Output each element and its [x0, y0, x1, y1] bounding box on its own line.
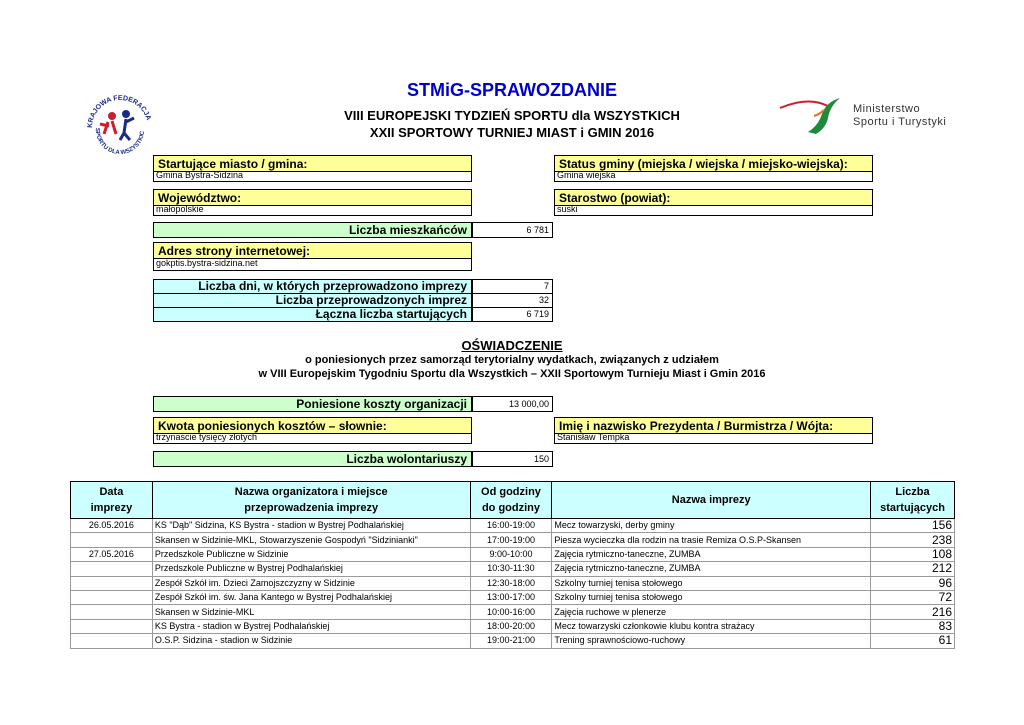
- cell-date: [71, 576, 153, 590]
- county-value: suski: [554, 204, 873, 216]
- cell-event: Zajęcia ruchowe w plenerze: [552, 605, 871, 619]
- cell-time: 17:00-19:00: [470, 533, 552, 547]
- cell-date: [71, 619, 153, 633]
- events-value: 32: [472, 293, 553, 308]
- cell-date: 27.05.2016: [71, 547, 153, 561]
- cell-event: Mecz towarzyski, derby gminy: [552, 519, 871, 533]
- cell-time: 10:00-16:00: [470, 605, 552, 619]
- table-row: [71, 562, 955, 576]
- cell-organizer: Skansen w Sidzinie-MKL: [152, 605, 470, 619]
- cell-event: Zajęcia rytmiczno-taneczne, ZUMBA: [552, 547, 871, 561]
- cell-time: 19:00-21:00: [470, 634, 552, 648]
- cell-organizer: Zespół Szkół im. Dzieci Zamojszczyzny w Sidzinie: [152, 576, 470, 590]
- table-row: [71, 533, 955, 547]
- cell-time: 10:30-11:30: [470, 562, 552, 576]
- volunteers-value: 150: [472, 451, 553, 467]
- ministry-logo: [778, 96, 848, 136]
- declaration-line-2: w VIII Europejskim Tygodniu Sportu dla Wszystkich – XXII Sportowym Turnieju Miast i Gmin 2016: [258, 368, 766, 380]
- header-line-1: VIII EUROPEJSKI TYDZIEŃ SPORTU dla WSZYSTKICH: [344, 108, 680, 123]
- cell-event: Mecz towarzyski członkowie klubu kontra strażacy: [552, 619, 871, 633]
- website-value: gokptis.bystra-sidzina.net: [153, 257, 472, 271]
- costs-words-label: Kwota poniesionych kosztów – słownie:: [153, 417, 472, 434]
- cell-count: 156: [871, 519, 955, 533]
- website-label: Adres strony internetowej:: [153, 242, 472, 259]
- header-event: Nazwa imprezy: [552, 482, 871, 519]
- cell-event: Szkolny turniej tenisa stołowego: [552, 576, 871, 590]
- cell-time: 16:00-19:00: [470, 519, 552, 533]
- participants-label: Łączna liczba startujących: [153, 307, 472, 322]
- city-label: Startujące miasto / gmina:: [153, 155, 472, 172]
- cell-event: Zajęcia rytmiczno-taneczne, ZUMBA: [552, 562, 871, 576]
- residents-value: 6 781: [472, 222, 553, 238]
- header-count: Liczba startujących: [871, 482, 955, 519]
- voivodeship-label: Województwo:: [153, 189, 472, 206]
- county-label: Starostwo (powiat):: [554, 189, 873, 206]
- table-header-row: [71, 482, 955, 519]
- events-table: [70, 481, 955, 649]
- cell-time: 9:00-10:00: [470, 547, 552, 561]
- cell-date: [71, 634, 153, 648]
- cell-date: [71, 562, 153, 576]
- mayor-value: Stanisław Tempka: [554, 432, 873, 444]
- cell-organizer: O.S.P. Sidzina - stadion w Sidzinie: [152, 634, 470, 648]
- costs-value: 13 000,00: [472, 396, 553, 412]
- volunteers-label: Liczba wolontariuszy: [153, 451, 472, 467]
- logo-arc-top: KRAJOWA FEDERACJA: [86, 94, 152, 129]
- status-value: Gmina wiejska: [554, 170, 873, 182]
- ministry-name: [853, 103, 946, 129]
- days-label: Liczba dni, w których przeprowadzono imprezy: [153, 279, 472, 294]
- cell-organizer: Przedszkole Publiczne w Sidzinie: [152, 547, 470, 561]
- cell-date: [71, 533, 153, 547]
- events-label: Liczba przeprowadzonych imprez: [153, 293, 472, 308]
- declaration-heading: OŚWIADCZENIE: [461, 338, 563, 353]
- cell-date: [71, 590, 153, 604]
- logo-arc-bottom: SPORTU DLA WSZYSTKIC: [93, 127, 147, 156]
- cell-date: [71, 605, 153, 619]
- cell-count: 83: [871, 619, 955, 633]
- cell-time: 13:00-17:00: [470, 590, 552, 604]
- cell-organizer: KS Bystra - stadion w Bystrej Podhalańskiej: [152, 619, 470, 633]
- voivodeship-value: małopolskie: [153, 204, 472, 216]
- cell-organizer: Zespół Szkół im. św. Jana Kantego w Bystrej Podhalańskiej: [152, 590, 470, 604]
- cell-event: Szkolny turniej tenisa stołowego: [552, 590, 871, 604]
- table-row: [71, 547, 955, 561]
- cell-organizer: KS "Dąb" Sidzina, KS Bystra - stadion w Bystrej Podhalańskiej: [152, 519, 470, 533]
- declaration-line-1: o poniesionych przez samorząd terytorialny wydatkach, związanych z udziałem: [305, 354, 719, 366]
- ministry-line-2: Sportu i Turystyki: [853, 116, 947, 128]
- report-title: STMiG-SPRAWOZDANIE: [407, 80, 617, 100]
- table-row: [71, 590, 955, 604]
- costs-words-value: trzynascie tysięcy złotych: [153, 432, 472, 444]
- cell-time: 12:30-18:00: [470, 576, 552, 590]
- header-time: Od godziny do godziny: [470, 482, 552, 519]
- table-row: [71, 619, 955, 633]
- header-date: Data imprezy: [71, 482, 153, 519]
- city-value: Gmina Bystra-Sidzina: [153, 170, 472, 182]
- participants-value: 6 719: [472, 307, 553, 322]
- cell-count: 238: [871, 533, 955, 547]
- kfsdw-logo: [82, 88, 158, 156]
- cell-count: 216: [871, 605, 955, 619]
- table-row: [71, 605, 955, 619]
- cell-count: 212: [871, 562, 955, 576]
- cell-event: Piesza wycieczka dla rodzin na trasie Remiza O.S.P-Skansen: [552, 533, 871, 547]
- header-line-2: XXII SPORTOWY TURNIEJ MIAST i GMIN 2016: [369, 125, 655, 140]
- days-value: 7: [472, 279, 553, 294]
- cell-organizer: Skansen w Sidzinie-MKL, Stowarzyszenie Gospodyń "Sidzinianki": [152, 533, 470, 547]
- cell-event: Trening sprawnościowo-ruchowy: [552, 634, 871, 648]
- ministry-line-1: Ministerstwo: [853, 103, 921, 115]
- svg-text:KRAJOWA FEDERACJA: [87, 95, 152, 128]
- header-organizer: Nazwa organizatora i miejsce przeprowadzenia imprezy: [152, 482, 470, 519]
- table-row: [71, 576, 955, 590]
- cell-count: 72: [871, 590, 955, 604]
- residents-label: Liczba mieszkańców: [153, 222, 472, 238]
- cell-time: 18:00-20:00: [470, 619, 552, 633]
- cell-organizer: Przedszkole Publiczne w Bystrej Podhalańskiej: [152, 562, 470, 576]
- costs-label: Poniesione koszty organizacji: [153, 396, 472, 412]
- table-row: [71, 519, 955, 533]
- cell-date: 26.05.2016: [71, 519, 153, 533]
- cell-count: 96: [871, 576, 955, 590]
- cell-count: 108: [871, 547, 955, 561]
- status-label: Status gminy (miejska / wiejska / miejsko-wiejska):: [554, 155, 873, 172]
- cell-count: 61: [871, 634, 955, 648]
- table-row: [71, 634, 955, 648]
- mayor-label: Imię i nazwisko Prezydenta / Burmistrza / Wójta:: [554, 417, 873, 434]
